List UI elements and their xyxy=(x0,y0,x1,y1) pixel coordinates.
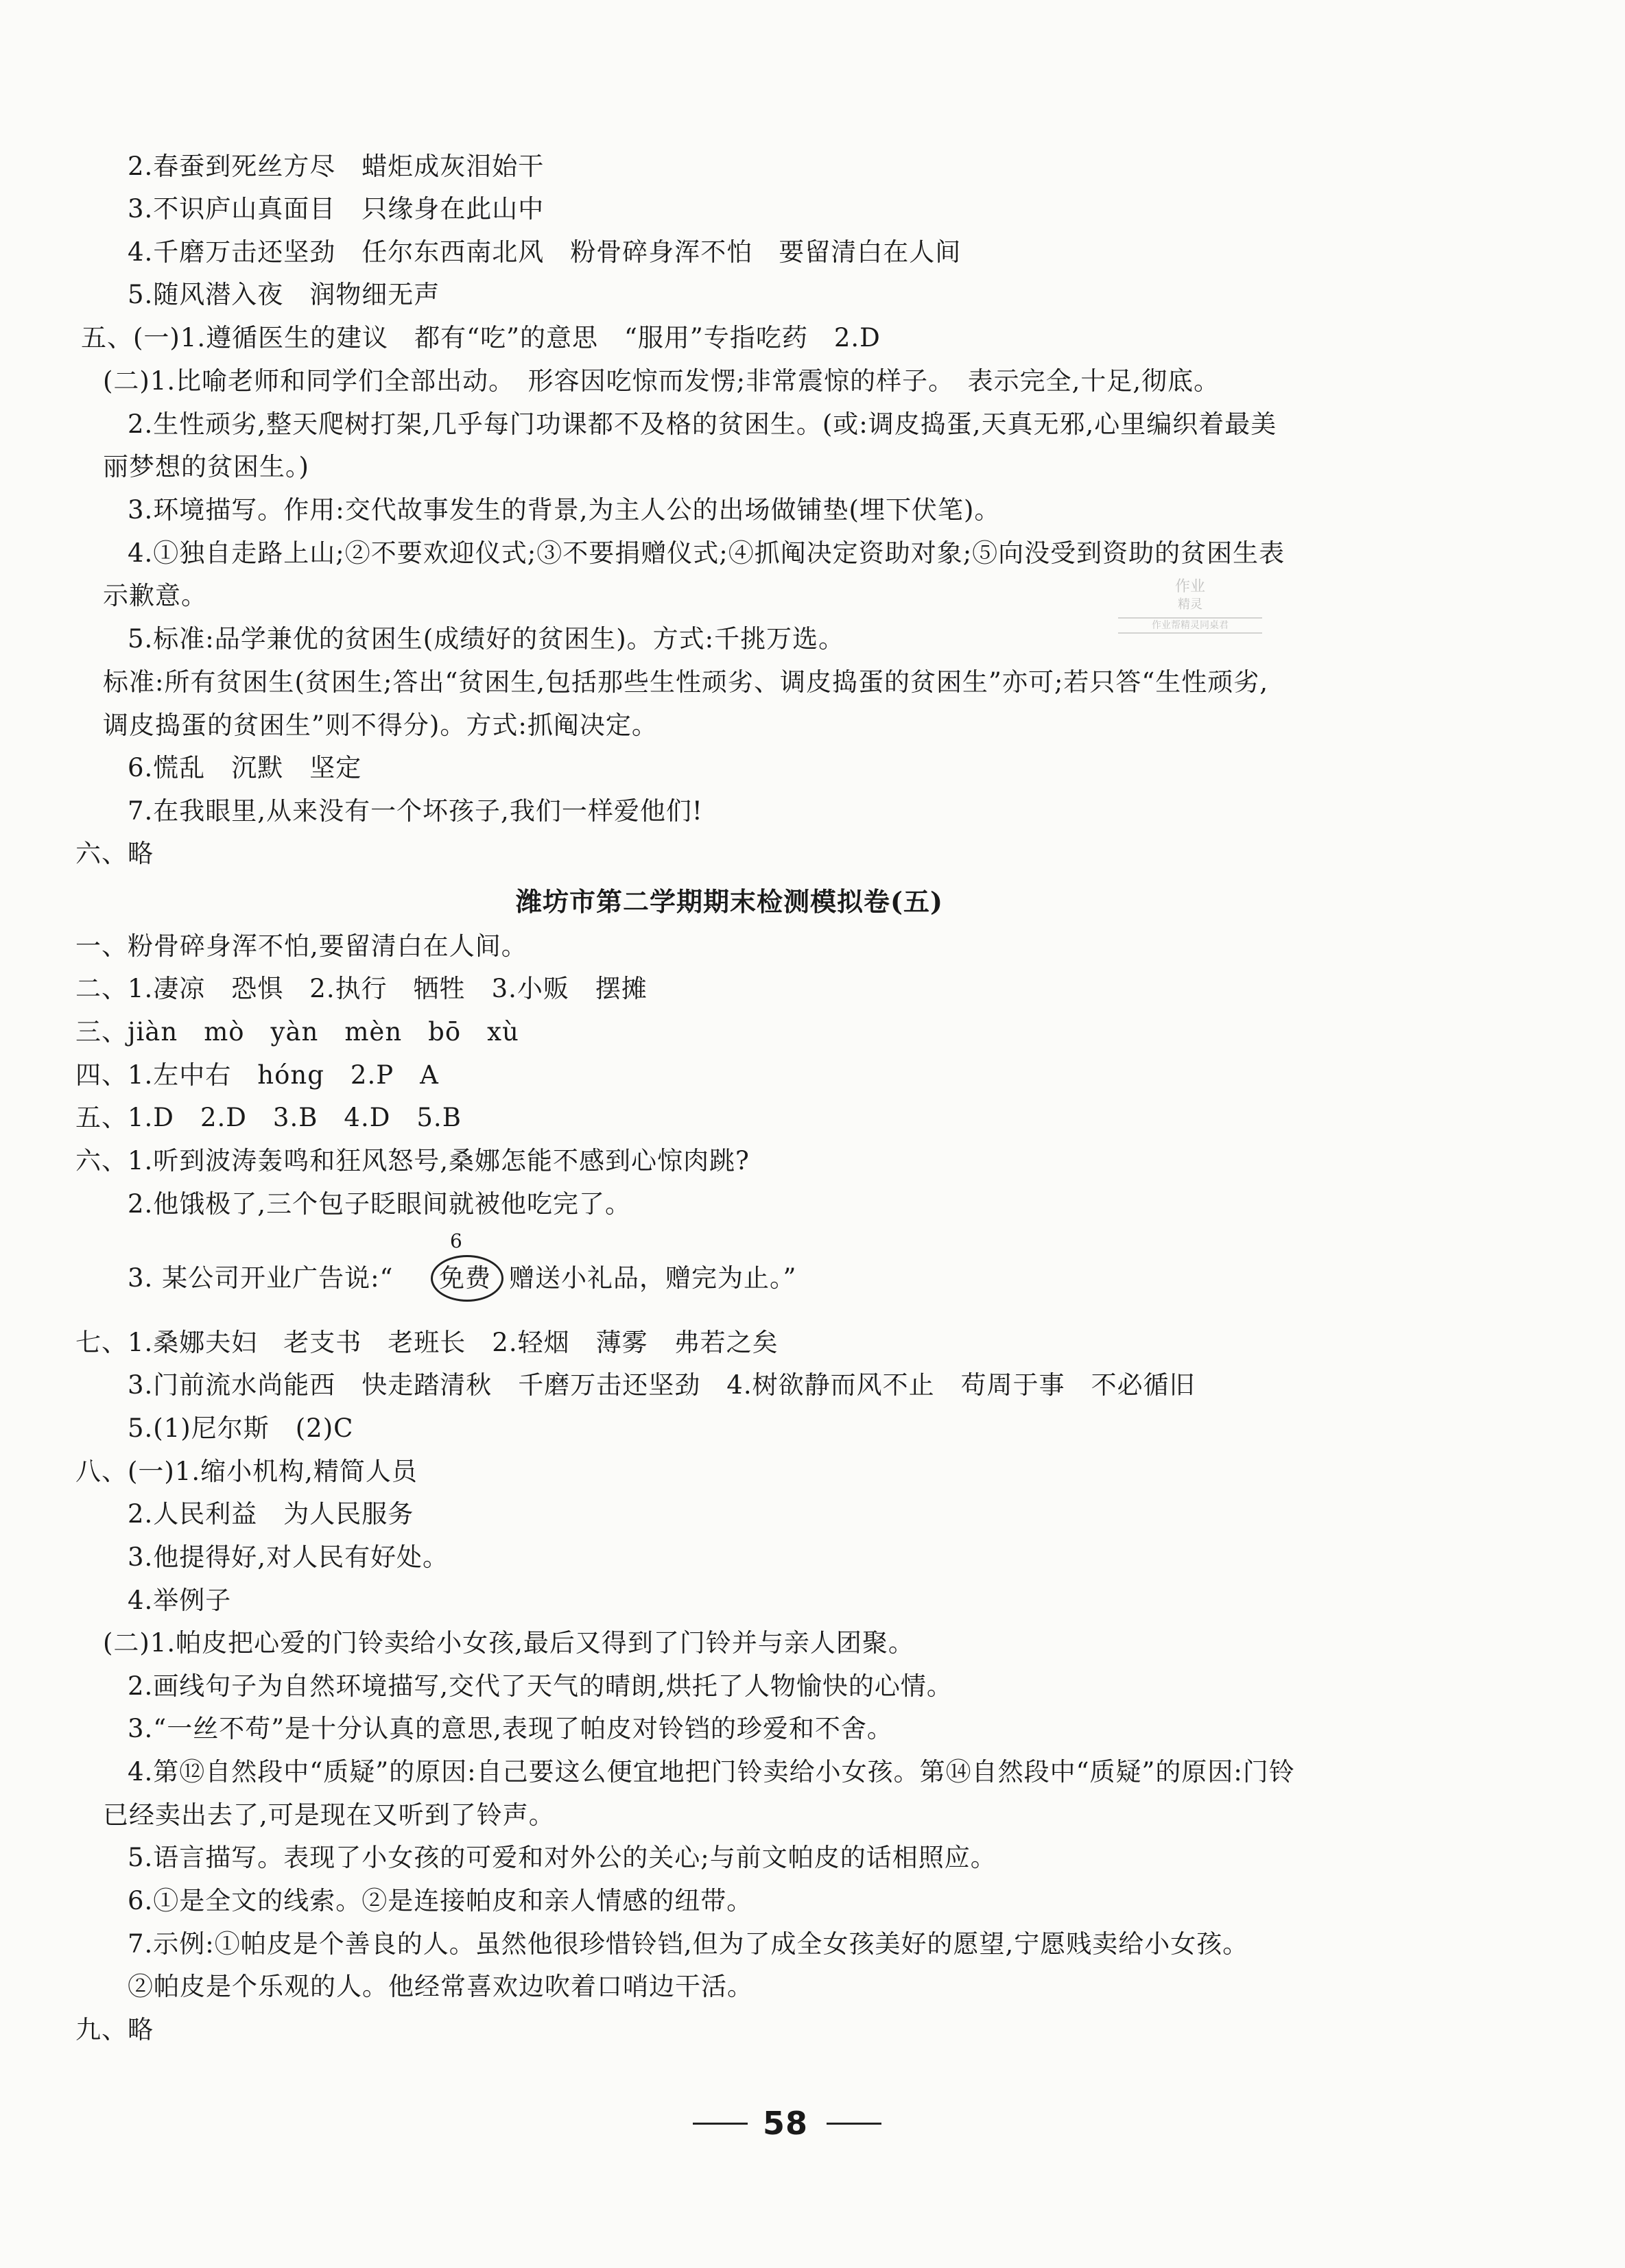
answer-line: 4.①独自走路上山;②不要欢迎仪式;③不要捐赠仪式;④抓阄决定资助对象;⑤向没受到资助的贫困生表 xyxy=(128,538,1285,568)
page-number-dash-left xyxy=(693,2123,748,2125)
answer-line: 3. 某公司开业广告说:“ xyxy=(128,1263,394,1293)
answer-line: 5.随风潜入夜 润物细无声 xyxy=(128,280,440,309)
answer-line: 7.示例:①帕皮是个善良的人。虽然他很珍惜铃铛,但为了成全女孩美好的愿望,宁愿贱卖给小女孩。 xyxy=(128,1929,1249,1959)
answer-line: 3.门前流水尚能西 快走踏清秋 千磨万击还坚劲 4.树欲静而风不止 苟周于事 不必循旧 xyxy=(128,1370,1196,1400)
answer-line: 3.环境描写。作用:交代故事发生的背景,为主人公的出场做铺垫(埋下伏笔)。 xyxy=(128,495,1001,525)
answer-line: 5.(1)尼尔斯 (2)C xyxy=(128,1413,354,1443)
answer-line: 5.语言描写。表现了小女孩的可爱和对外公的关心;与前文帕皮的话相照应。 xyxy=(128,1843,997,1872)
circled-word: 免费 xyxy=(439,1263,491,1293)
answer-line: 调皮捣蛋的贫困生”则不得分)。方式:抓阄决定。 xyxy=(103,711,658,740)
answer-line: 示歉意。 xyxy=(103,581,207,610)
answer-line: (二)1.比喻老师和同学们全部出动。 形容因吃惊而发愣;非常震惊的样子。 表示完全,十足,彻底。 xyxy=(103,366,1220,396)
answer-line: 三、jiàn mò yàn mèn bō xù xyxy=(75,1017,519,1047)
section-title: 潍坊市第二学期期末检测模拟卷(五) xyxy=(516,886,943,917)
answer-line: 4.千磨万击还坚劲 任尔东西南北风 粉骨碎身浑不怕 要留清白在人间 xyxy=(128,237,962,267)
answer-line: 八、(一)1.缩小机构,精简人员 xyxy=(75,1457,418,1486)
answer-line: 四、1.左中右 hóng 2.P A xyxy=(75,1060,439,1090)
answer-line: ②帕皮是个乐观的人。他经常喜欢边吹着口哨边干活。 xyxy=(128,1972,753,2001)
answer-line: 标准:所有贫困生(贫困生;答出“贫困生,包括那些生性顽劣、调皮捣蛋的贫困生”亦可;若只答“生性顽劣, xyxy=(103,667,1269,697)
answer-line: (二)1.帕皮把心爱的门铃卖给小女孩,最后又得到了门铃并与亲人团聚。 xyxy=(103,1628,914,1658)
answer-line: 4.第⑫自然段中“质疑”的原因:自己要这么便宜地把门铃卖给小女孩。第⑭自然段中“质疑”的原因:门铃 xyxy=(128,1757,1295,1787)
answer-line: 二、1.凄凉 恐惧 2.执行 牺牲 3.小贩 摆摊 xyxy=(75,974,648,1003)
answer-line: 一、粉骨碎身浑不怕,要留清白在人间。 xyxy=(75,931,527,961)
answer-line: 3.他提得好,对人民有好处。 xyxy=(128,1542,449,1572)
answer-line: 九、略 xyxy=(75,2015,154,2044)
section-five-line: 五、(一)1.遵循医生的建议 都有“吃”的意思 “服用”专指吃药 2.D xyxy=(81,323,881,353)
answer-line: 2.人民利益 为人民服务 xyxy=(128,1499,414,1529)
page-number-dash-right xyxy=(827,2123,881,2125)
correction-circle xyxy=(431,1255,503,1302)
answer-line: 赠送小礼品，赠完为止。” xyxy=(509,1263,797,1293)
answer-line: 6.①是全文的线索。②是连接帕皮和亲人情感的纽带。 xyxy=(128,1886,753,1915)
answer-line: 七、1.桑娜夫妇 老支书 老班长 2.轻烟 薄雾 弗若之矣 xyxy=(75,1328,779,1357)
answer-line: 2.画线句子为自然环境描写,交代了天气的晴朗,烘托了人物愉快的心情。 xyxy=(128,1671,953,1701)
answer-line: 7.在我眼里,从来没有一个坏孩子,我们一样爱他们! xyxy=(128,796,703,826)
answer-line: 2.春蚕到死丝方尽 蜡炬成灰泪始干 xyxy=(128,152,545,181)
answer-line: 5.标准:品学兼优的贫困生(成绩好的贫困生)。方式:千挑万选。 xyxy=(128,624,845,654)
answer-line: 六、1.听到波涛轰鸣和狂风怒号,桑娜怎能不感到心惊肉跳? xyxy=(75,1146,750,1175)
answer-line: 六、略 xyxy=(75,839,154,868)
page-number: 58 xyxy=(763,2105,809,2142)
answer-line: 五、1.D 2.D 3.B 4.D 5.B xyxy=(75,1103,462,1132)
answer-line: 3.不识庐山真面目 只缘身在此山中 xyxy=(128,194,545,224)
answer-line: 2.他饿极了,三个包子眨眼间就被他吃完了。 xyxy=(128,1189,632,1219)
answer-line: 3.“一丝不苟”是十分认真的意思,表现了帕皮对铃铛的珍爱和不舍。 xyxy=(128,1714,893,1743)
answer-line: 6.慌乱 沉默 坚定 xyxy=(128,753,362,783)
answer-line: 2.生性顽劣,整天爬树打架,几乎每门功课都不及格的贫困生。(或:调皮捣蛋,天真无邪,心里编织着最美 xyxy=(128,409,1277,439)
watermark-stamp: 作业 精灵 作业帮精灵同桌君 xyxy=(1104,557,1276,660)
answer-line: 丽梦想的贫困生。) xyxy=(103,452,309,481)
answer-line: 4.举例子 xyxy=(128,1586,232,1615)
answer-line: 已经卖出去了,可是现在又听到了铃声。 xyxy=(103,1800,555,1830)
correction-mark: 6 xyxy=(450,1230,463,1252)
